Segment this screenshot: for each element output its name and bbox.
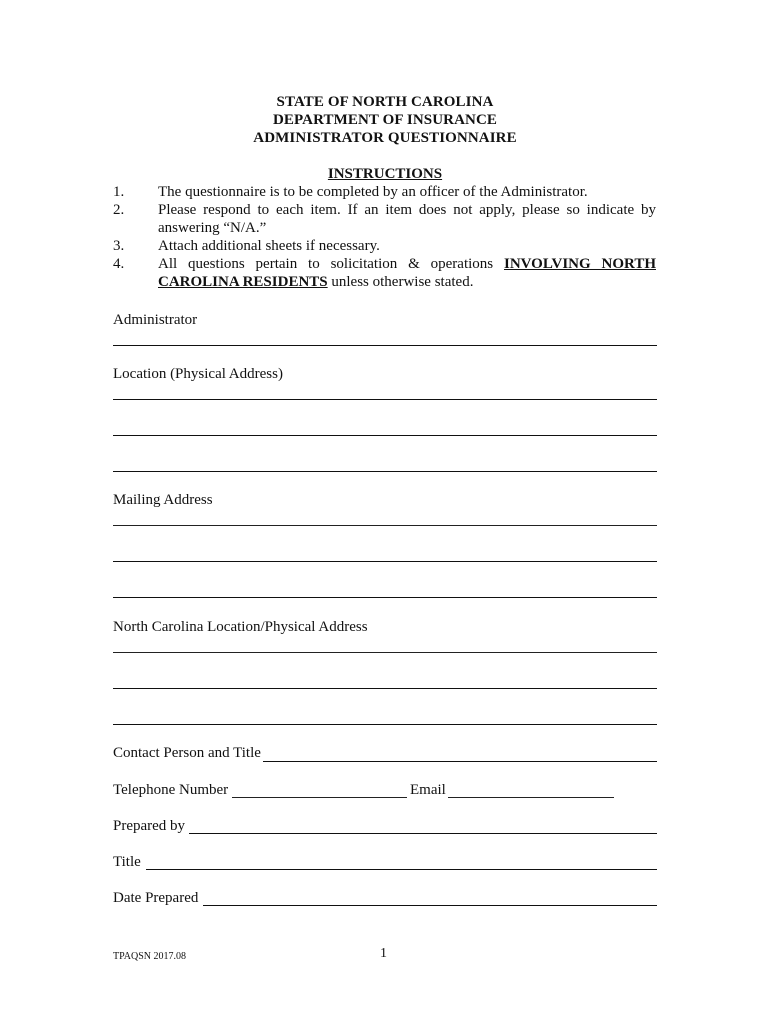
administrator-field[interactable]	[113, 345, 657, 346]
location-field-line-3[interactable]	[113, 471, 657, 472]
nc-location-label: North Carolina Location/Physical Address	[113, 619, 368, 635]
mailing-address-field-line-2[interactable]	[113, 561, 657, 562]
email-label: Email	[410, 782, 446, 798]
instruction-text: The questionnaire is to be completed by an officer of the Administrator.	[158, 184, 588, 200]
instruction-number: 3.	[113, 238, 125, 254]
instruction-text: Please respond to each item. If an item does not apply, please so indicate by	[158, 202, 656, 218]
administrator-label: Administrator	[113, 312, 198, 328]
instruction-text: answering “N/A.”	[158, 220, 267, 236]
nc-location-field-line-2[interactable]	[113, 688, 657, 689]
nc-location-field-line-1[interactable]	[113, 652, 657, 653]
location-field-line-2[interactable]	[113, 435, 657, 436]
page-number: 1	[380, 946, 387, 961]
email-field[interactable]	[448, 797, 614, 798]
nc-location-field-line-3[interactable]	[113, 724, 657, 725]
instruction-number: 2.	[113, 202, 125, 218]
title-field[interactable]	[146, 869, 657, 870]
instruction-number: 1.	[113, 184, 125, 200]
instructions-heading: INSTRUCTIONS	[327, 166, 443, 182]
instruction-text: CAROLINA RESIDENTS unless otherwise stated.	[158, 274, 474, 290]
telephone-field[interactable]	[232, 797, 407, 798]
header-state: STATE OF NORTH CAROLINA	[276, 94, 494, 110]
telephone-label: Telephone Number	[113, 782, 229, 798]
prepared-by-label: Prepared by	[113, 818, 186, 834]
contact-person-field[interactable]	[263, 761, 657, 762]
mailing-address-field-line-1[interactable]	[113, 525, 657, 526]
header-form-title: ADMINISTRATOR QUESTIONNAIRE	[253, 130, 517, 146]
mailing-address-field-line-3[interactable]	[113, 597, 657, 598]
form-code: TPAQSN 2017.08	[113, 951, 186, 962]
location-label: Location (Physical Address)	[113, 366, 283, 382]
instruction-number: 4.	[113, 256, 125, 272]
date-prepared-field[interactable]	[203, 905, 657, 906]
header-department: DEPARTMENT OF INSURANCE	[272, 112, 497, 128]
location-field-line-1[interactable]	[113, 399, 657, 400]
date-prepared-label: Date Prepared	[113, 890, 199, 906]
mailing-address-label: Mailing Address	[113, 492, 213, 508]
contact-person-label: Contact Person and Title	[113, 745, 261, 761]
instruction-text: All questions pertain to solicitation & operations INVOLVING NORTH	[158, 256, 656, 272]
title-label: Title	[113, 854, 141, 870]
prepared-by-field[interactable]	[189, 833, 657, 834]
instruction-text: Attach additional sheets if necessary.	[158, 238, 380, 254]
